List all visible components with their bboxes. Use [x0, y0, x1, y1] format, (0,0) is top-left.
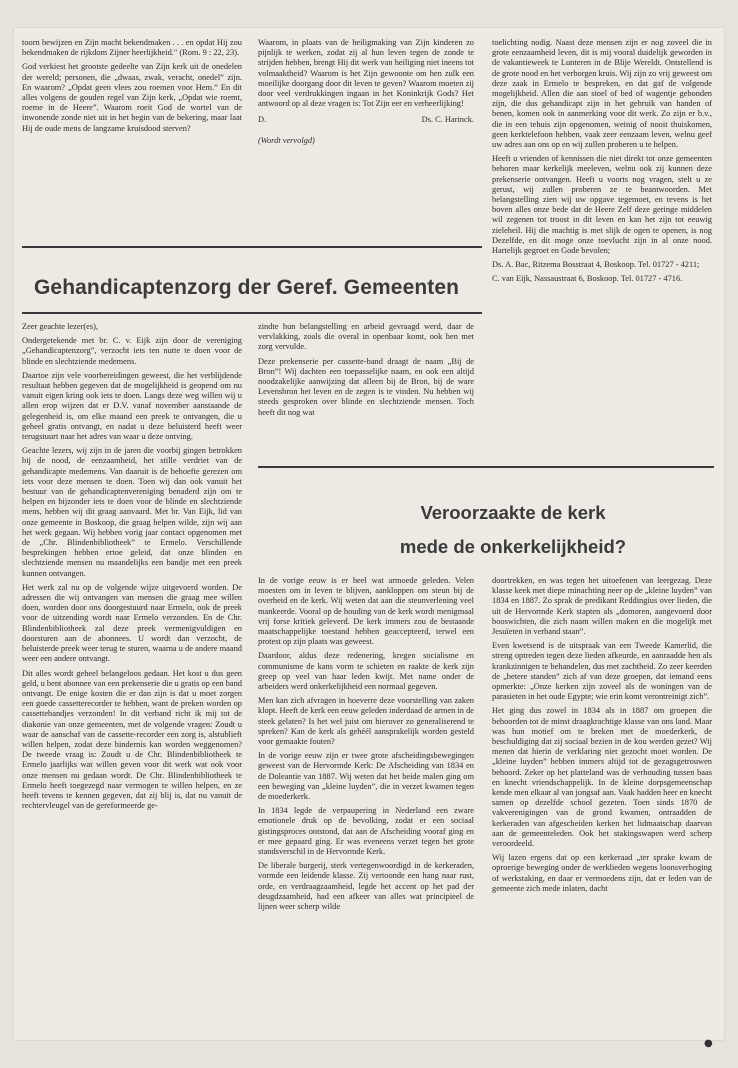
paragraph: De liberale burgerij, sterk vertegenwoordigd in de kerkeraden, vormde een leidende klasse. Zij vertoonde een hang naar rust, orde, en verdraagzaamheid, legde het accent op het pad der deugdzaamheid, had een afkeer van alles wat principieel de lijnen weer scherp wilde — [258, 861, 474, 912]
article-1-column-2 — [258, 322, 474, 422]
paragraph: zindte hun belangstelling en arbeid gevraagd werd, daar de vervlakking, zoals die overal in openbaar komt, ook hen met zorg vervulde. — [258, 322, 474, 352]
signature-line — [258, 115, 474, 125]
paragraph: Heeft u vrienden of kennissen die niet direkt tot onze gemeenten behoren maar kerkelijk meeleven, welnu ook zij kunnen deze prekenserie ontvangen. Heeft u voorts nog vragen, stelt u ze gerust, wij zullen proberen ze te beantwoorden. Met belangstelling zien wij uw opgave tegemoet, en tevens is het boven alles onze bede dat de Heere Zelf deze geringe middelen wil zegenen tot troost in dit leven en kan het zijn tot eeuwig zieleheil. Hij die machtig is met slijk de ogen te openen, is nog Dezelfde, en dit moge onze toevlucht zijn in al onze nood. Hartelijk gegroet en Gode bevolen; — [492, 154, 712, 256]
article-2-title-line-1: Veroorzaakte de kerk — [420, 502, 606, 523]
top-column-1 — [22, 38, 242, 138]
top-column-2 — [258, 38, 474, 146]
end-mark: ● — [704, 1038, 713, 1049]
title-rule — [22, 312, 482, 314]
paragraph: Daardoor, aldus deze redenering, kregen socialisme en communisme de kans vorm te schieten en raakte de kerk zijn greep op veel van haar leden kwijt. Met name onder de arbeiders werd onkerkelijkheid een normaal gegeven. — [258, 651, 474, 692]
paragraph: Zeer geachte lezer(es), — [22, 322, 99, 331]
signature-initial: D. — [258, 115, 267, 125]
paragraph: Het ging dus zowel in 1834 als in 1887 om groepen die behoorden tot de minst draagkrachtige klasse van ons land. Maar was hun motief om te breken met de moederkerk, de beschuldiging dat zij sociaal bezien in de kou werden gezet? Wij menen dat hierin de verklaring niet gezocht moet worden. De „kleine luyden” hebben immers altijd tot de gezagsgetrouwen behoord. Zeker op het platteland was de verhouding tussen baas en knecht vriendschappelijk. In de kleine dorpsgemeenschap kende men elkaar al van jongsaf aan. Vaak hadden heer en knecht samen op dezelfde school gezeten. Toen sinds 1870 de vakverenigingen van de grond kwamen, ontraadden de kerkeraden van afgescheiden kerken het lidmaatschap daarvan aan de gemeenteleden. Ook het stakingswapen werd scherp veroordeeld. — [492, 706, 712, 849]
paragraph: toelichting nodig. Naast deze mensen zijn er nog zoveel die in grote eenzaamheid leven, dit is mij vooral duidelijk geworden in de vakantieweek te Lunteren in de Blije Wereldt. Ontstellend is de grote nood en het verborgen kruis. Wij zijn zo vrij geweest om deze zaak in Ermelo te bespreken, en dat gaf de volgende mogelijkheid. Allen die aan stoel of bed of wagentje gebonden zijn, die dus gehandicapt zijn in het gebruik van handen of benen, komen ook in aanmerking voor dit werk. Zo zijn er b.v., die in een tehuis zijn opgenomen, weinig of nooit thuiskomen, geen kerktelefoon hebben, vaak zeer eenzaam leven, welnu geef uw adres aan ons op en wij zullen proberen u te helpen. — [492, 38, 712, 150]
article-2-title-line-2: mede de onkerkelijkheid? — [399, 536, 627, 557]
article-2-title — [378, 496, 648, 564]
paragraph: Deze prekenserie per cassette-band draagt de naam „Bij de Bron”! Wij dachten een toepasselijke naam, en ook een altijd noodzakelijke aanwijzing dat alleen bij de Bron, bij de ware Levensbron het leven en de zegen is te vinden. Nu hebben wij steeds gesproken over blinde en slechtziende mensen. Toch heeft dit nog wat — [258, 356, 474, 417]
paragraph: Men kan zich afvragen in hoeverre deze voorstelling van zaken klopt. Heeft de kerk een eeuw geleden inderdaad de armen in de steek gelaten? Is het wel juist om hierover zo generaliserend te spreken? Kan de kerk als gehéél aansprakelijk worden gesteld voor gemaakte fouten? — [258, 696, 474, 747]
article-2-column-2 — [492, 576, 712, 898]
article-1-column-1 — [22, 322, 242, 815]
paragraph: C. van Eijk, Nassaustraat 6, Boskoop. Tel. 01727 - 4716. — [492, 274, 683, 284]
paragraph: In de vorige eeuw zijn er twee grote afscheidingsbewegingen geweest van de Hervormde Kerk: De Afscheiding van 1834 en de Doleantie van 1887. Wij weten dat het beide malen ging om een beweging van „kleine luyden”, die in verzet kwamen tegen de moederkerk. — [258, 751, 474, 802]
paragraph: Het werk zal nu op de volgende wijze uitgevoerd worden. De adressen die wij ontvangen van mensen die graag mee willen doen, worden door ons doorgestuurd naar Ermelo, ook de preek voor de uitzending wordt naar Ermelo verzonden. En de Chr. Blindenbibliotheek zal deze preek vermenigvuldigen en doorsturen aan de abonnees. U wordt dan verzocht, de beluisterde preek weer terug te sturen, waarna u de andere maand weer een andere ontvangt. — [22, 582, 242, 664]
paragraph: Wij lazen ergens dat op een kerkeraad „ter sprake kwam de oproerige beweging onder de werklieden wegens loonsverhoging of werkstaking, en daar er vermoedens zijn, dat er leden van de gemeente zich mede inlaten, dacht — [492, 853, 712, 893]
newspaper-page — [14, 28, 724, 1049]
paragraph: doortrekken, en was tegen het uitoefenen van leergezag. Deze klasse keek met diepe minachting neer op de „kleine luyden” van 1834 en 1887. Zo sprak de predikant Reddingius over lieden, die uit de Hervormde Kerk stapten als „domoren, aangevoerd door booswichten, die zich naam willen maken en die mogelijk met Jesuïeten in verband staan”. — [492, 576, 712, 637]
paragraph: In 1834 legde de verpaupering in Nederland een zware emotionele druk op de bevolking, zodat er een sociaal gistingsproces ontstond, dat aan de Afscheiding vooraf ging en er mee gepaard ging. Er was eveneens verzet tegen het grote standsverschil in de Hervormde Kerk. — [258, 806, 474, 857]
continued-note: (Wordt vervolgd) — [258, 135, 315, 145]
paragraph: Geachte lezers, wij zijn in de jaren die voorbij gingen betrokken bij de nood, de eenzaamheid, het stille verdriet van de gehandicapte medemens. Van daaruit is de behoefte gerezen om iets voor deze mensen te doen. Toen wij dan ook vanuit het bestuur van de gehandicaptenvereniging benaderd zijn om te helpen en bijzonder iets te doen voor de blinde en slechtziende mens, hebben wij dit graag aanvaard. Met br. Van Eijk, lid van onze gemeente in Boskoop, die graag helpen wilde, zijn wij aan het werk gegaan. Wij hebben vorig jaar contact opgenomen met de „Chr. Blindenbibliotheek” te Ermelo. Verschillende besprekingen hebben ertoe geleid, dat onze blinden en slechtziende mensen nu maandelijks een bandje met een preek kunnen ontvangen. — [22, 446, 242, 578]
paragraph: Daartoe zijn vele voorbereidingen geweest, die het verblijdende resultaat hebben gegeven dat de mogelijkheid is geopend om nu vanuit eigen kring ook iets te doen. Langs deze weg willen wij u allen erop wijzen dat er D.V. vanaf november aanstaande de gelegenheid is, om elke maand een preek te ontvangen, die u geheel gratis ontvangt, en nadat u deze beluisterd heeft weer terugstuurt naar het adres van waar u deze ontving. — [22, 370, 242, 442]
paragraph: Ds. A. Bac, Ritzema Bosstraat 4, Boskoop. Tel. 01727 - 4211; — [492, 260, 700, 270]
paragraph: toorn bewijzen en Zijn macht bekendmaken . . . en opdat Hij zou bekendmaken de rijkdom Zijner heerlijkheid." (Rom. 9 : 22, 23). — [22, 38, 242, 58]
divider-rule — [22, 246, 482, 248]
paragraph: Dit alles wordt geheel belangeloos gedaan. Het kost u dus geen geld, u bent abonnee van een prekenserie die u gratis op een band ontvangt. De enige kosten die er dan zijn is dat u moet zorgen een goede cassetterecorder te hebben, want de preken worden op cassettebandjes verzonden! In dit verband richt ik mij tot de diakonie van onze gemeenten, met de volgende vragen: Zoudt u waar de aanschaf van de cassette-recorder een zorg is, alstublieft willen helpen, zodat deze hindernis kan worden weggenomen? De tweede vraag is: Zoudt u de Chr. Blindenbibliotheek te Ermelo jaarlijks wat willen geven voor dit werk wat ook voor onze mensen nu gedaan wordt. De Chr. Blindenbibliotheek te Ermelo heeft toegezegd naar vermogen te willen helpen, en ze heeft tevens te kennen gegeven, dat zij blij is, dat nu vanuit de rechtervleugel van de gereformeerde ge- — [22, 668, 242, 811]
paragraph: Waarom, in plaats van de heiligmaking van Zijn kinderen zo pijnlijk te werken, zodat zij al hun leven tegen de zonde te strijden hebben, brengt Hij dit werk van heiliging niet ineens tot volmaaktheid? Waarom is het Zijn gewoonte om hen zulk een moeilijke doorgang door dit leven te geven? Waarom moeten zij door veel verdrukkingen ingaan in het Koninkrijk Gods? Het antwoord op al deze vragen is: Tot Zijn eer en verheerlijking! — [258, 38, 474, 109]
article-1-title: Gehandicaptenzorg der Geref. Gemeenten — [34, 276, 460, 299]
paragraph: Ondergetekende met br. C. v. Eijk zijn door de vereniging „Gehandicaptenzorg”, verzocht iets ten nutte te doen voor de blinde en slechtziende medemens. — [22, 336, 242, 366]
paragraph: Even kwetsend is de uitspraak van een Tweede Kamerlid, die streng optreden tegen deze lieden afkeurde, en aanraadde hen als krankzinnigen te behandelen, dus met zachtheid. Zo zeer keerden de „betere standen” zich af van deze groepen, dat iemand eens opmerkte: „Onze kerken zijn zoveel als de woningen van de parasieten in het oude Egypte; wie erin komt verontreinigt zich”. — [492, 641, 712, 702]
article-2-column-1 — [258, 576, 474, 916]
divider-rule — [258, 466, 714, 468]
signature-author: Ds. C. Harinck. — [421, 115, 474, 125]
paragraph: God verkiest het grootste gedeelte van Zijn kerk uit de onedelen der wereld; personen, die „dwaas, zwak, veracht, onedel” zijn. En waarom? „Opdat geen vlees zou roemen voor Hem.” En dit alles volgens de gouden regel van Zijn kerk, „Opdat wie roemt, roeme in de Heere”. Waarom roeit God de wortel van de inwonende zonde niet uit in het begin van de bekering, maar laat Hij de oude mens de langzame kruisdood sterven? — [22, 62, 242, 133]
paragraph: In de vorige eeuw is er heel wat armoede geleden. Velen moesten om in leven te blijven, aankloppen om steun bij de overheid en de kerk. Wij weten dat aan die steunverlening veel mankeerde. Vooral op de houding van de kerk wordt menigmaal vrij forse kritiek geleverd. De kerk immers zou de bestaande maatschappelijke toestand hebben geaccepteerd, terwel een protest op zijn plaats was geweest. — [258, 576, 474, 647]
article-1-column-3 — [492, 38, 712, 289]
